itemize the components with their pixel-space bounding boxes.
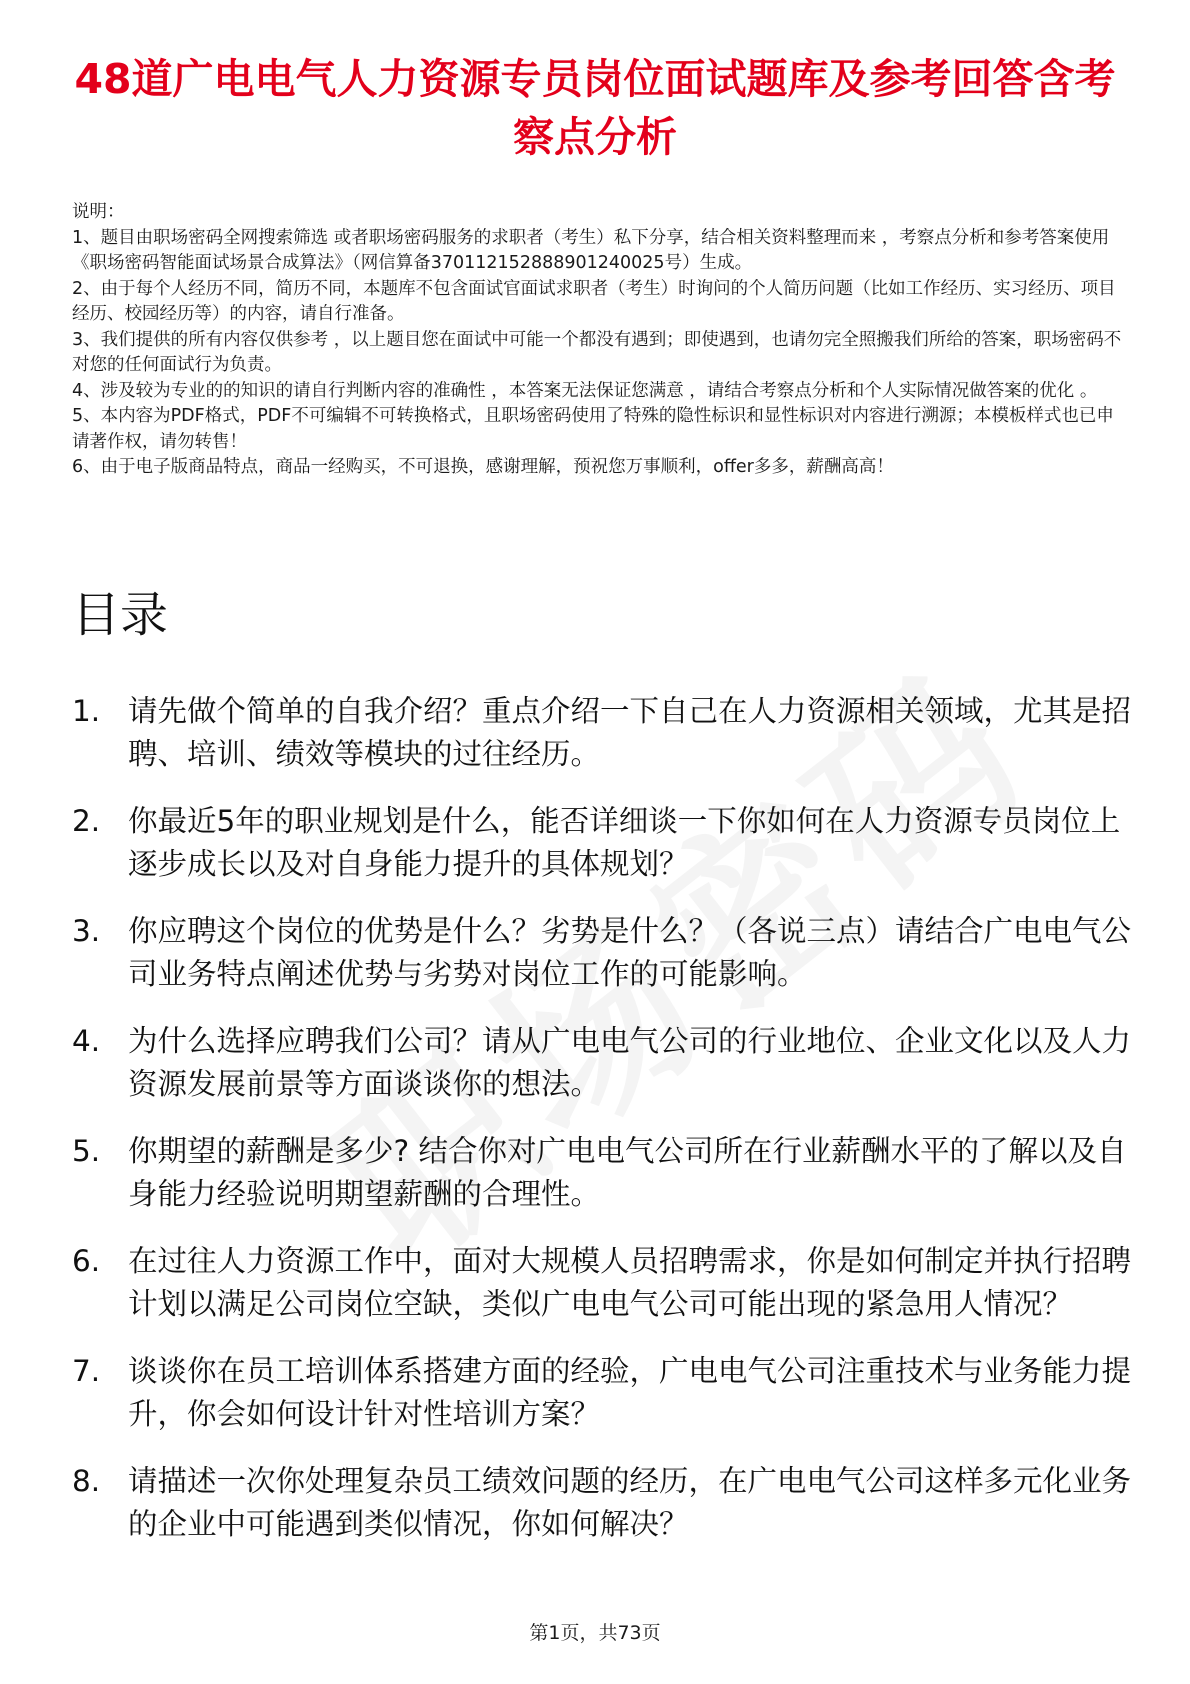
note-item: 4、涉及较为专业的的知识的请自行判断内容的准确性 ，本答案无法保证您满意 ，请结合考察点分析和个人实际情况做答案的优化 。	[72, 380, 1098, 401]
page-title: 48道广电电气人力资源专员岗位面试题库及参考回答含考察点分析	[74, 55, 1116, 161]
note-item: 1、题目由职场密码全网搜索筛选 或者职场密码服务的求职者（考生）私下分享，结合相关资料整理而来 ，考察点分析和参考答案使用《职场密码智能面试场景合成算法》（网信算备370112152888901240025号）生成。	[72, 227, 1110, 273]
toc-item[interactable]	[72, 1130, 1132, 1216]
toc-item[interactable]	[72, 690, 1132, 776]
toc-item-number: 7.	[72, 1354, 101, 1388]
toc-item-text: 谈谈你在员工培训体系搭建方面的经验，广电电气公司注重技术与业务能力提升，你会如何设计针对性培训方案？	[128, 1354, 1132, 1431]
page-footer: 第1页，共73页	[529, 1622, 661, 1644]
toc-item-text: 请先做个简单的自我介绍？重点介绍一下自己在人力资源相关领域，尤其是招聘、培训、绩效等模块的过往经历。	[128, 694, 1132, 771]
toc-item[interactable]	[72, 1020, 1132, 1106]
toc-item-text: 你期望的薪酬是多少? 结合你对广电电气公司所在行业薪酬水平的了解以及自身能力经验说明期望薪酬的合理性。	[128, 1134, 1127, 1211]
toc-item[interactable]	[72, 800, 1132, 886]
toc-item-text: 为什么选择应聘我们公司？请从广电电气公司的行业地位、企业文化以及人力资源发展前景等方面谈谈你的想法。	[128, 1024, 1132, 1101]
notes-heading: 说明：	[72, 202, 125, 222]
toc-item-text: 你最近5年的职业规划是什么，能否详细谈一下你如何在人力资源专员岗位上逐步成长以及对自身能力提升的具体规划？	[128, 804, 1121, 881]
toc-item[interactable]	[72, 1350, 1132, 1436]
note-item: 2、由于每个人经历不同，简历不同，本题库不包含面试官面试求职者（考生）时询问的个人简历问题（比如工作经历、实习经历、项目经历、校园经历等）的内容，请自行准备。	[72, 278, 1116, 324]
toc-item[interactable]	[72, 910, 1132, 996]
note-item: 6、由于电子版商品特点，商品一经购买，不可退换，感谢理解，预祝您万事顺利，offer多多，薪酬高高！	[72, 457, 894, 477]
toc-item-number: 8.	[72, 1464, 101, 1498]
toc-item-number: 5.	[72, 1134, 101, 1168]
toc-item-text: 在过往人力资源工作中，面对大规模人员招聘需求，你是如何制定并执行招聘计划以满足公司岗位空缺，类似广电电气公司可能出现的紧急用人情况？	[128, 1244, 1132, 1321]
toc-item-number: 2.	[72, 804, 101, 838]
note-item: 3、我们提供的所有内容仅供参考 ，以上题目您在面试中可能一个都没有遇到；即使遇到，也请勿完全照搬我们所给的答案，职场密码不对您的任何面试行为负责。	[72, 329, 1122, 375]
toc-item[interactable]	[72, 1240, 1132, 1326]
notes-section	[72, 200, 1128, 481]
toc-item-number: 4.	[72, 1024, 101, 1058]
toc-item-text: 请描述一次你处理复杂员工绩效问题的经历，在广电电气公司这样多元化业务的企业中可能遇到类似情况，你如何解决？	[128, 1464, 1132, 1541]
toc-item[interactable]	[72, 1460, 1132, 1546]
toc-heading: 目录	[72, 587, 169, 643]
toc-item-text: 你应聘这个岗位的优势是什么？劣势是什么？（各说三点）请结合广电电气公司业务特点阐述优势与劣势对岗位工作的可能影响。	[128, 914, 1132, 991]
toc-list	[72, 690, 1132, 1570]
toc-item-number: 3.	[72, 914, 101, 948]
toc-item-number: 6.	[72, 1244, 101, 1278]
note-item: 5、本内容为PDF格式，PDF不可编辑不可转换格式，且职场密码使用了特殊的隐性标识和显性标识对内容进行溯源；本模板样式也已申请著作权，请勿转售！	[72, 406, 1114, 452]
toc-item-number: 1.	[72, 694, 101, 728]
